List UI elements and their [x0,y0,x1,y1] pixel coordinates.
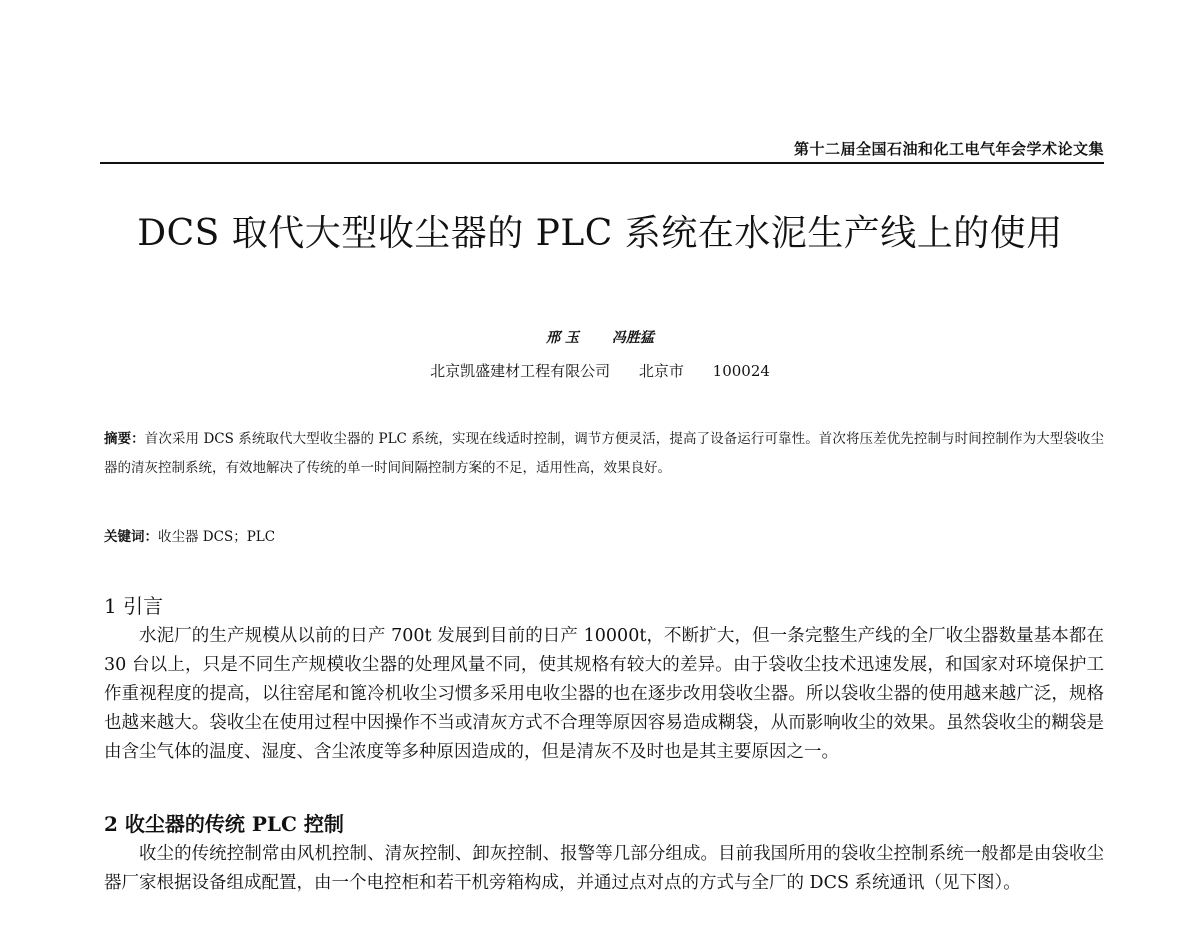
abstract [104,425,1104,483]
paper-title: DCS 取代大型收尘器的 PLC 系统在水泥生产线上的使用 [137,213,1063,254]
section-heading-introduction: 1 引言 [104,594,164,618]
affiliation [0,360,1200,381]
author-name: 邢 玉 [546,330,579,346]
keywords-label: 关键词： [104,529,158,545]
abstract-label: 摘要： [104,431,145,447]
author-name: 冯胜猛 [611,330,654,346]
section-heading-traditional-plc: 2 收尘器的传统 PLC 控制 [104,812,344,836]
abstract-text: 首次采用 DCS 系统取代大型收尘器的 PLC 系统，实现在线适时控制，调节方便灵活，提高了设备运行可靠性。首次将压差优先控制与时间控制作为大型袋收尘器的清灰控制系统，有效地解决了传统的单一时间间隔控制方案的不足，适用性高，效果良好。 [104,431,1104,476]
affiliation-city: 北京市 [638,362,684,380]
keywords-text: 收尘器 DCS；PLC [158,529,276,545]
authors [0,327,1200,347]
section-body-introduction: 水泥厂的生产规模从以前的日产 700t 发展到目前的日产 10000t，不断扩大，但一条完整生产线的全厂收尘器数量基本都在 30 台以上，只是不同生产规模收尘器的处理风量不同，使其规格有较大的差异。由于袋收尘技术迅速发展，和国家对环境保护工作重视程度的提高，以往窑尾和篦冷机收尘习惯多采用电收尘器的也在逐步改用袋收尘器。所以袋收尘器的使用越来越广泛，规格也越来越大。袋收尘在使用过程中因操作不当或清灰方式不合理等原因容易造成糊袋，从而影响收尘的效果。虽然袋收尘的糊袋是由含尘气体的温度、湿度、含尘浓度等多种原因造成的，但是清灰不及时也是其主要原因之一。 [104,626,1104,762]
affiliation-organization: 北京凯盛建材工程有限公司 [430,362,611,380]
header-rule [100,162,1104,164]
affiliation-postcode: 100024 [712,362,770,380]
running-header: 第十二届全国石油和化工电气年会学术论文集 [793,140,1104,158]
section-body-traditional-plc: 收尘的传统控制常由风机控制、清灰控制、卸灰控制、报警等几部分组成。目前我国所用的袋收尘控制系统一般都是由袋收尘器厂家根据设备组成配置，由一个电控柜和若干机旁箱构成，并通过点对点的方式与全厂的 DCS 系统通讯（见下图）。 [104,844,1104,893]
keywords [104,525,275,545]
